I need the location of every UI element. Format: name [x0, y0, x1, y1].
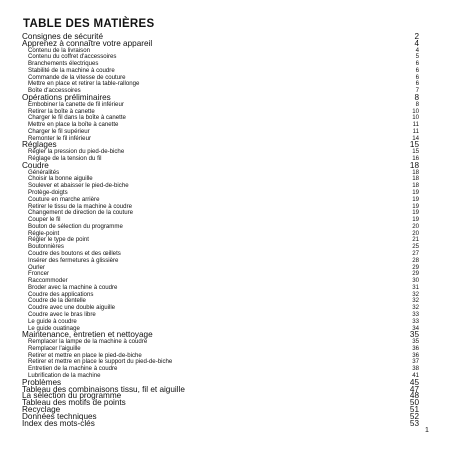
toc-entry-label: Données techniques	[22, 411, 97, 421]
toc-section-entry	[22, 312, 419, 319]
toc-entry-label: Le guide à coudre	[28, 317, 77, 325]
toc-entry-label: Mettre en place et retirer la table-rallonge	[28, 80, 140, 88]
toc-entry-page: 33	[412, 317, 419, 325]
toc-entry-page: 30	[412, 277, 419, 285]
toc-entry-page: 15	[409, 140, 419, 150]
toc-entry-label: Branchements électriques	[28, 60, 99, 68]
toc-entry-page: 19	[412, 195, 419, 203]
toc-section-entry	[22, 136, 419, 143]
toc-entry-label: Remplacer la lampe de la machine à coudre	[28, 338, 148, 346]
toc-entry-label: Raccommoder	[28, 277, 68, 285]
toc-entry-label: La sélection du programme	[22, 391, 122, 401]
toc-entry-page: 19	[412, 216, 419, 224]
toc-entry-page: 7	[415, 87, 419, 95]
toc-entry-label: Choisir la bonne aiguille	[28, 175, 93, 183]
toc-entry-label: Commande de la vitesse de couture	[28, 73, 126, 81]
toc-entry-page: 11	[412, 127, 419, 135]
toc-section-entry	[22, 224, 419, 231]
toc-entry-label: Index des mots-clés	[22, 418, 95, 428]
toc-entry-label: Tableau des combinaisons tissu, fil et aiguille	[22, 384, 185, 394]
toc-section-entry	[22, 210, 419, 217]
toc-entry-label: Boutonnières	[28, 243, 64, 251]
toc-entry-page: 16	[412, 155, 419, 163]
toc-entry-page: 45	[409, 377, 419, 387]
toc-entry-label: Coudre des applications	[28, 290, 94, 298]
toc-entry-page: 18	[412, 182, 419, 190]
toc-entry-page: 8	[414, 93, 419, 103]
toc-section-entry	[22, 271, 419, 278]
toc-entry-page: 41	[412, 372, 419, 380]
toc-entry-label: Apprenez à connaître votre appareil	[22, 38, 153, 48]
toc-entry-label: Couture en marche arrière	[28, 195, 100, 203]
toc-entry-page: 38	[412, 365, 419, 373]
toc-entry-label: Remonter le fil inférieur	[28, 134, 91, 142]
toc-entry-page: 50	[409, 398, 419, 408]
toc-entry-label: Contenu de la livraison	[28, 46, 90, 54]
toc-entry-label: Changement de direction de la couture	[28, 209, 134, 217]
toc-entry-label: Ourler	[28, 263, 45, 271]
toc-entry-label: Soulever et abaisser le pied-de-biche	[28, 182, 129, 190]
toc-entry-page: 4	[415, 46, 419, 54]
toc-section-entry	[22, 339, 419, 346]
toc-section-entry	[22, 156, 419, 163]
toc-entry-label: Stabilité de la machine à coudre	[28, 66, 115, 74]
toc-entry-page: 52	[409, 411, 419, 421]
toc-entry-page: 32	[412, 297, 419, 305]
toc-entry-page: 32	[412, 304, 419, 312]
toc-section-entry	[22, 183, 419, 190]
toc-entry-label: Le guide ouatinage	[28, 324, 80, 332]
toc-entry-page: 36	[412, 351, 419, 359]
toc-entry-page: 10	[412, 114, 419, 122]
toc-entry-page: 35	[412, 338, 419, 346]
toc-entry-page: 27	[412, 249, 419, 257]
toc-entry-page: 8	[415, 100, 419, 108]
toc-entry-label: Bouton de sélection du programme	[28, 222, 123, 230]
toc-entry-label: Recyclage	[22, 404, 61, 414]
toc-entry-page: 6	[415, 73, 419, 81]
toc-entry-label: Broder avec la machine à coudre	[28, 283, 118, 291]
toc-entry-page: 15	[412, 148, 419, 156]
toc-entry-page: 32	[412, 290, 419, 298]
toc-entry-page: 47	[409, 384, 419, 394]
toc-entry-page: 34	[412, 324, 419, 332]
toc-entry-page: 6	[415, 60, 419, 68]
toc-entry-page: 10	[412, 107, 419, 115]
toc-entry-page: 4	[414, 38, 419, 48]
toc-section-entry	[22, 258, 419, 265]
toc-entry-label: Régler le type de point	[28, 236, 89, 244]
toc-entry-label: Consignes de sécurité	[22, 31, 104, 41]
toc-entry-page: 19	[412, 188, 419, 196]
toc-entry-label: Entretien de la machine à coudre	[28, 365, 118, 373]
toc-entry-label: Remplacer l'aiguille	[28, 344, 81, 352]
toc-entry-page: 19	[412, 209, 419, 217]
toc-section-entry	[22, 373, 419, 380]
toc-entry-label: Charger le fil supérieur	[28, 127, 90, 135]
toc-entry-page: 29	[412, 270, 419, 278]
toc-entry-label: Régler la pression du pied-de-biche	[28, 148, 125, 156]
toc-entry-page: 29	[412, 263, 419, 271]
toc-entry-label: Contenu du coffret d'accessoires	[28, 53, 117, 61]
toc-entry-page: 2	[414, 31, 419, 41]
toc-entry-label: Retirer et mettre en place le pied-de-biche	[28, 351, 142, 359]
toc-entry-page: 21	[412, 236, 419, 244]
toc-section-entry	[22, 265, 419, 272]
toc-entry-page: 20	[412, 229, 419, 237]
toc-entry-label: Mettre en place la boîte à canette	[28, 121, 119, 129]
toc-entry-label: Coudre des boutons et des œillets	[28, 249, 121, 257]
toc-entry-page: 53	[409, 418, 419, 428]
toc-entry-label: Généralités	[28, 168, 60, 176]
toc-entry-label: Retirer la boîte à canette	[28, 107, 95, 115]
toc-entry-label: Lubrification de la machine	[28, 372, 101, 380]
toc-title: TABLE DES MATIÈRES	[23, 18, 155, 30]
toc-entry-label: Froncer	[28, 270, 49, 278]
toc-entry-page: 18	[409, 160, 419, 170]
toc-entry-page: 6	[415, 66, 419, 74]
table-of-contents	[22, 31, 419, 428]
toc-entry-label: Coudre	[22, 160, 49, 170]
toc-entry-label: Boîte d'accessoires	[28, 87, 81, 95]
toc-entry-page: 51	[409, 404, 419, 414]
toc-entry-label: Maintenance, entretien et nettoyage	[22, 330, 153, 340]
toc-entry-label: Régle-point	[28, 229, 60, 237]
toc-entry-page: 31	[412, 283, 419, 291]
toc-entry-label: Problèmes	[22, 377, 62, 387]
page-number: 1	[425, 427, 429, 434]
toc-entry-page: 6	[415, 80, 419, 88]
toc-entry-page: 18	[412, 168, 419, 176]
toc-entry-label: Couper le fil	[28, 216, 61, 224]
toc-chapter-entry	[22, 400, 419, 407]
toc-entry-label: Tableau des motifs de points	[22, 398, 126, 408]
toc-entry-page: 18	[412, 175, 419, 183]
toc-entry-label: Embobiner la canette de fil inférieur	[28, 100, 124, 108]
toc-section-entry	[22, 237, 419, 244]
toc-entry-label: Réglages	[22, 140, 57, 150]
toc-entry-page: 20	[412, 222, 419, 230]
toc-entry-label: Réglage de la tension du fil	[28, 155, 102, 163]
toc-section-entry	[22, 319, 419, 326]
toc-entry-label: Protège-doigts	[28, 188, 68, 196]
toc-entry-label: Retirer et mettre en place le support du pied-de-biche	[28, 358, 173, 366]
toc-entry-page: 28	[412, 256, 419, 264]
toc-chapter-entry	[22, 418, 419, 428]
toc-entry-label: Insérer des fermetures à glissière	[28, 256, 119, 264]
toc-entry-label: Coudre avec le bras libre	[28, 311, 96, 319]
toc-entry-label: Charger le fil dans la boîte à canette	[28, 114, 126, 122]
toc-entry-page: 19	[412, 202, 419, 210]
toc-entry-page: 25	[412, 243, 419, 251]
toc-entry-label: Coudre avec une double aiguille	[28, 304, 116, 312]
toc-entry-label: Coudre de la dentelle	[28, 297, 86, 305]
toc-entry-label: Retirer le tissu de la machine à coudre	[28, 202, 132, 210]
toc-entry-page: 14	[412, 134, 419, 142]
toc-entry-page: 35	[409, 330, 419, 340]
toc-entry-page: 37	[412, 358, 419, 366]
toc-entry-page: 11	[412, 121, 419, 129]
toc-entry-page: 33	[412, 311, 419, 319]
toc-section-entry	[22, 81, 419, 88]
toc-entry-page: 36	[412, 344, 419, 352]
toc-entry-label: Opérations préliminaires	[22, 93, 111, 103]
toc-chapter-entry	[22, 160, 419, 170]
toc-entry-page: 48	[409, 391, 419, 401]
toc-entry-page: 5	[415, 53, 419, 61]
